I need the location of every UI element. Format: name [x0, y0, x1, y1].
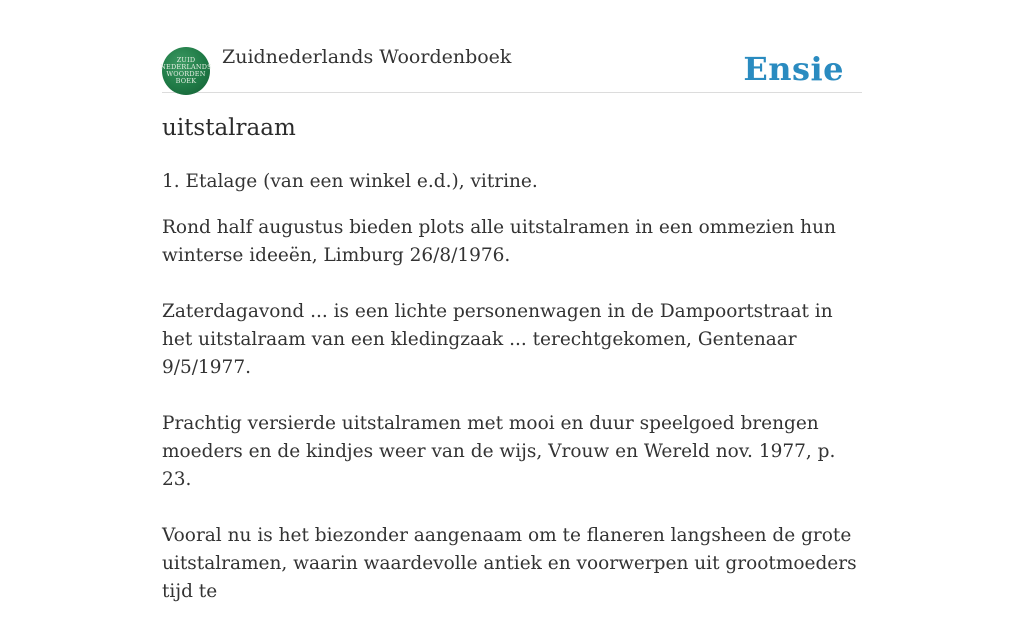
example-quote: Zaterdagavond ... is een lichte personenwagen in de Dampoortstraat in het uitstalraam van een kledingzaak ... terechtgekomen, Gentenaar 9/5/1977. [162, 301, 833, 378]
logo-line: ZUID [176, 56, 196, 64]
site-name-link[interactable]: Zuidnederlands Woordenboek [222, 46, 512, 68]
example-quote: Rond half augustus bieden plots alle uitstalramen in een ommezien hun winterse ideeën, Limburg 26/8/1976. [162, 217, 836, 266]
definition: 1. Etalage (van een winkel e.d.), vitrine. [162, 171, 538, 192]
ensie-brand-logo[interactable]: Ensie [743, 50, 844, 88]
logo-line: NEDERLANDS [160, 63, 212, 71]
logo-line: BOEK [175, 77, 197, 85]
page-title: uitstalraam [162, 115, 296, 141]
logo-line: WOORDEN [166, 70, 206, 78]
example-quote: Vooral nu is het biezonder aangenaam om te flaneren langsheen de grote uitstalramen, waarin waardevolle antiek en voorwerpen uit grootmoeders tijd te [162, 525, 857, 602]
entry-content [162, 168, 862, 634]
site-header [162, 44, 862, 93]
dictionary-logo[interactable] [162, 47, 210, 95]
example-quote: Prachtig versierde uitstalramen met mooi en duur speelgoed brengen moeders en de kindjes weer van de wijs, Vrouw en Wereld nov. 1977, p. 23. [162, 413, 836, 490]
